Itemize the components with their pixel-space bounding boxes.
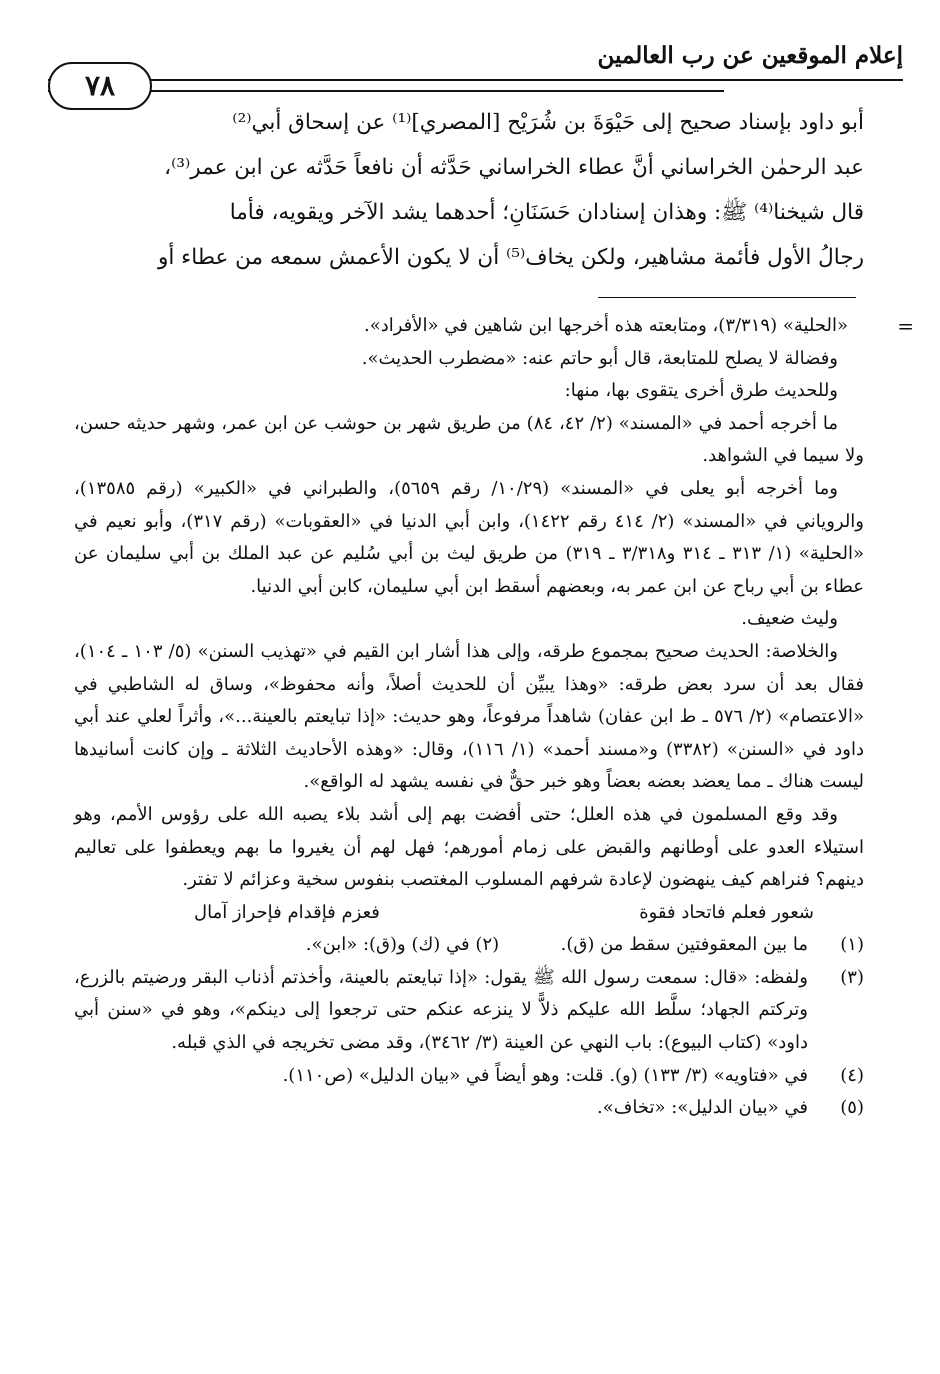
footnote-number: (٢) [475, 934, 500, 956]
continuation-mark: = [897, 314, 914, 338]
main-line: قال شيخنا⁽⁴⁾ ﷺ: وهذان إسنادان حَسَنَانِ؛ أحدهما يشد الآخر ويقويه، فأما [229, 200, 864, 225]
page-header [48, 38, 903, 108]
footnote-text: في (ك) و(ق): «ابن». [305, 934, 470, 956]
footnote-text: ولفظه: «قال: سمعت رسول الله ﷺ يقول: «إذا تبايعتم بالعينة، وأخذتم أذناب البقر ورضيتم بالزرع، وتركتم الجهاد؛ سلَّط الله عليكم ذلاًّ لا ينزعه عنكم حتى ترجعوا إلى دينكم»، وهو في «سنن أبي داود» (كتاب البيوع): باب النهي عن العينة (٣/ ٣٤٦٢)، وقد مضى تخريجه في الذي قبله. [74, 966, 808, 1054]
footnote-number: (١) [840, 934, 864, 956]
footnote-divider [598, 297, 856, 298]
footnotes-section [74, 310, 914, 1125]
note-paragraph: وما أخرجه أبو يعلى في «المسند» (١٠/٢٩/ رقم ٥٦٥٩)، والطبراني في «الكبير» (رقم ١٣٥٨٥)، والروياني في «المسند» (٢/ ٤١٤ رقم ١٤٢٢)، وابن أبي الدنيا في «العقوبات» (رقم ٣١٧)، وأبو نعيم في «الحلية» (١/ ٣١٣ ـ ٣١٤ و٣/٣١٨ ـ ٣١٩) من طريق ليث بن أبي سُليم عن عبد الملك بن أبي سليمان عن عطاء بن أبي رباح عن ابن عمر به، وبعضهم أسقط ابن أبي سليمان، كابن أبي الدنيا. [74, 477, 864, 597]
footnote-1-2 [74, 929, 864, 962]
running-title: إعلام الموقعين عن رب العالمين [597, 42, 903, 69]
note-paragraph: وفضالة لا يصلح للمتابعة، قال أبو حاتم عنه: «مضطرب الحديث». [361, 347, 838, 369]
main-text [74, 100, 864, 280]
note-paragraph: ما أخرجه أحمد في «المسند» (٢/ ٤٢، ٨٤) من طريق شهر بن حوشب عن ابن عمر، وشهر حديثه حسن، ولا سيما في الشواهد. [74, 412, 864, 467]
main-line: رجالُ الأول فأئمة مشاهير، ولكن يخاف⁽⁵⁾ أن لا يكون الأعمش سمعه من عطاء أو [157, 245, 864, 270]
footnote-4 [74, 1060, 864, 1093]
footnote-5 [74, 1092, 864, 1125]
footnote-number: (٤) [840, 1064, 864, 1086]
verse-second-hemistich: فعزم فإقدام فإحراز آمال [194, 901, 380, 923]
note-paragraph [74, 310, 914, 343]
poetry-verse [74, 897, 864, 930]
footnote-text: في «فتاويه» (٣/ ١٣٣) (و). قلت: وهو أيضاً في «بيان الدليل» (ص١١٠). [282, 1064, 808, 1086]
footnote-text: في «بيان الدليل»: «تخاف». [596, 1097, 808, 1119]
footnote-number: (٣) [840, 966, 864, 988]
page-number-badge: ٧٨ [48, 62, 152, 110]
note-paragraph: وقد وقع المسلمون في هذه العلل؛ حتى أفضت بهم إلى أشد بلاء يصبه الله على رؤوس الأمم، وهو استيلاء العدو على أوطانهم والقبض على زمام أمورهم؛ فهل لهم أن يغيروا ما بهم ويعطفوا على تعاليم دينهم؟ فنراهم كيف ينهضون لإعادة شرفهم المسلوب المغتصب بنفوس سخية وعزائم لا تفتر. [74, 803, 864, 891]
main-line: أبو داود بإسناد صحيح إلى حَيْوَةَ بن شُرَيْح [المصري]⁽¹⁾ عن إسحاق أبي⁽²⁾ [232, 110, 864, 135]
main-line: عبد الرحمٰن الخراساني أنَّ عطاء الخراساني حَدَّثه أن نافعاً حَدَّثه عن ابن عمر⁽³⁾، [164, 155, 864, 180]
footnote-text: ما بين المعقوفتين سقط من (ق). [560, 934, 808, 956]
note-paragraph: والخلاصة: الحديث صحيح بمجموع طرقه، وإلى هذا أشار ابن القيم في «تهذيب السنن» (٥/ ١٠٣ ـ ١٠٤)، فقال بعد أن سرد بعض طرقه: «وهذا يبيِّن أن للحديث أصلاً، وأنه محفوظ»، وساق له الشاطبي في «الاعتصام» (٢/ ٥٧٦ ـ ط ابن عفان) شاهداً مرفوعاً، وهو حديث: «إذا تبايعتم بالعينة...»، وأثراً لعلي عند أبي داود في «السنن» (٣٣٨٢) و«مسند أحمد» (١/ ١١٦)، وقال: «وهذه الأحاديث الثلاثة ـ وإن كانت أسانيدها ليست هناك ـ مما يعضد بعضه بعضاً وهو خبر حقٌّ في نفسه يشهد له الواقع». [74, 640, 864, 793]
footnote-3 [74, 962, 864, 1060]
note-paragraph: وللحديث طرق أخرى يتقوى بها، منها: [564, 380, 838, 402]
note-paragraph: وليث ضعيف. [741, 608, 838, 630]
verse-first-hemistich: شعور فعلم فاتحاد فقوة [639, 901, 814, 923]
header-rule-top [48, 79, 903, 81]
footnote-number: (٥) [840, 1097, 864, 1119]
note-text: «الحلية» (٣/٣١٩)، ومتابعته هذه أخرجها ابن شاهين في «الأفراد». [364, 315, 848, 336]
